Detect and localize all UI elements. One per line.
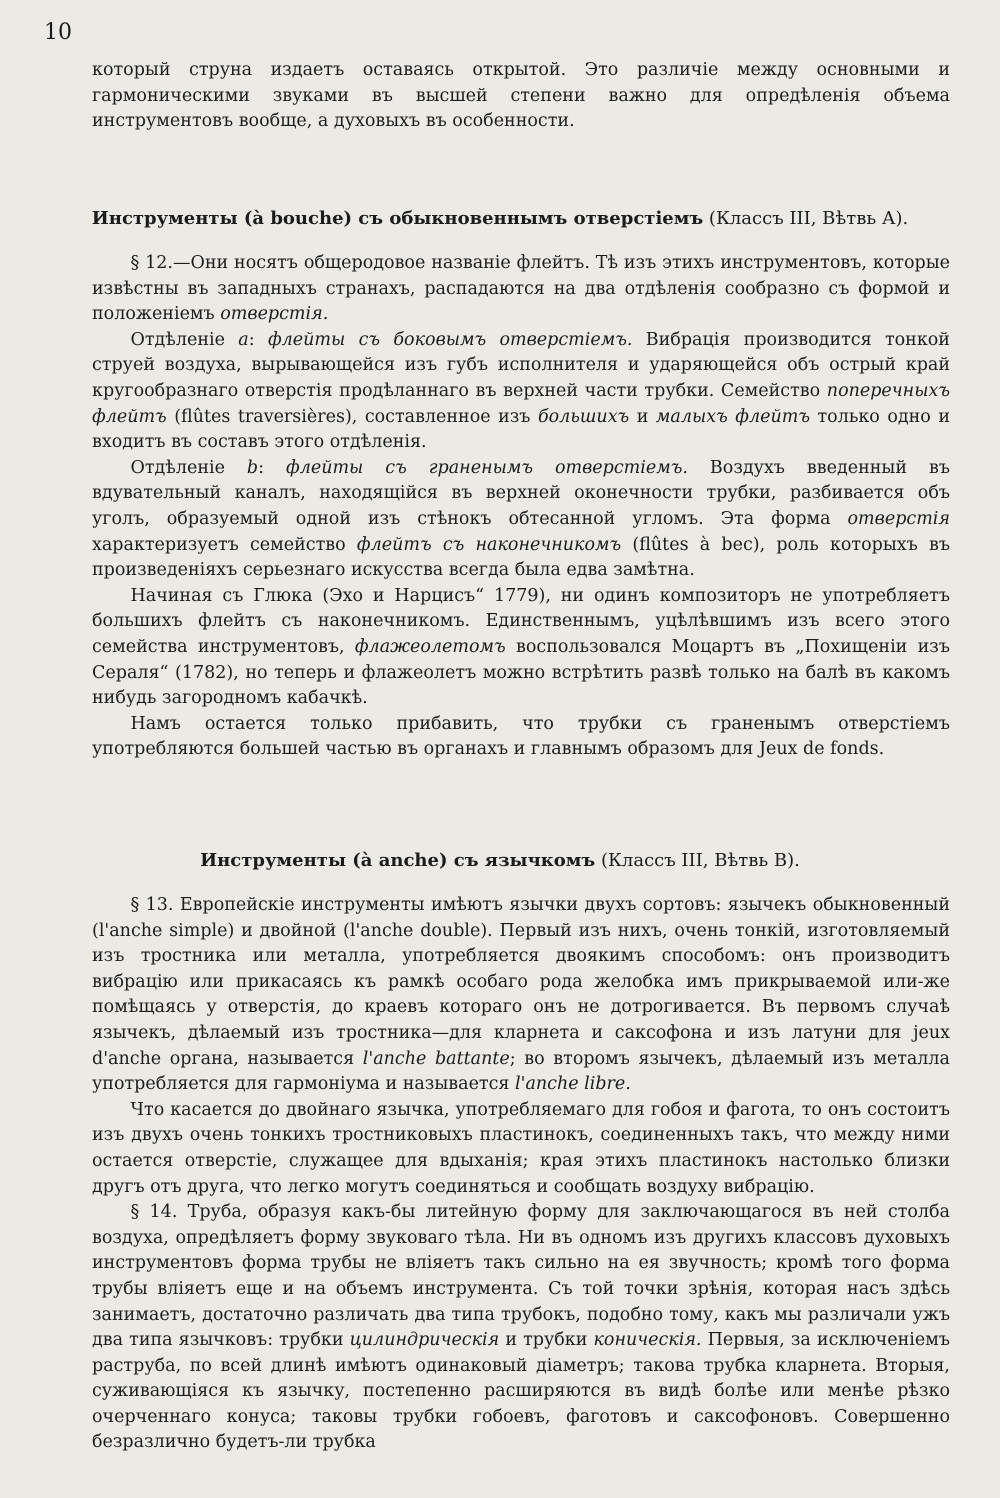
section-flutes-body — [92, 251, 950, 763]
intro-paragraph — [92, 58, 950, 135]
text-run: § 12.—Они носятъ общеродовое названіе флейтъ. Тѣ изъ этихъ инструментовъ, которые извѣстны въ западныхъ странахъ, распадаются на два отдѣленія сообразно съ формой и положеніемъ — [92, 253, 950, 325]
italic-run: l'anche battante — [362, 1048, 510, 1069]
text-run: ; во второмъ язычекъ, дѣлаемый изъ металла употребляется для гармоніума и называется — [92, 1048, 950, 1095]
section-heading-reeds — [0, 848, 1000, 874]
italic-run: флейты съ боковымъ отверстіемъ. — [267, 329, 633, 350]
text-run: Воздухъ введенный въ вдувательный каналъ, находящійся въ верхней оконечности трубки, разбивается объ уголъ, образуемый одной изъ стѣнокъ обтесанной угломъ. Эта форма — [92, 457, 950, 529]
intro-text: который струна издаетъ оставаясь открытой. Это различіе между основными и гармоническими звуками въ высшей степени важно для опредѣленія объема инструментовъ вообще, а духовыхъ въ особенности. — [92, 60, 950, 132]
italic-run: флейты съ граненымъ отверстіемъ. — [286, 457, 688, 478]
text-run: (flûtes à bec), роль которыхъ въ произведеніяхъ серьезнаго искусства всегда была едва замѣтна. — [92, 534, 950, 581]
italic-run: малыхъ флейтъ — [655, 406, 810, 427]
text-run: (flûtes traversières), составленное изъ — [174, 406, 531, 427]
italic-run: цилиндрическія — [349, 1330, 500, 1351]
paragraph-double-reed: Что касается до двойнаго язычка, употребляемаго для гобоя и фагота, то онъ состоитъ изъ двухъ очень тонкихъ тростниковыхъ пластинокъ, соединенныхъ такъ, что между ними остается отверстіе, служащее для вдыханія; края этихъ пластинокъ настолько близки другъ отъ друга, что легко могутъ соединяться и сообщать воздуху вибрацію. — [92, 1099, 950, 1197]
paragraph-14 — [92, 1200, 950, 1456]
paragraph-organs: Намъ остается только прибавить, что трубки съ граненымъ отверстіемъ употребляются большей частью въ органахъ и главнымъ образомъ для Jeux de fonds. — [92, 713, 950, 760]
text-run: и трубки — [505, 1330, 588, 1351]
text-run: : — [258, 457, 265, 478]
page-number: 10 — [44, 20, 72, 45]
italic-run: l'anche libre. — [515, 1074, 631, 1095]
paragraph-12 — [92, 251, 950, 328]
text-run: Отдѣленіе — [130, 457, 225, 478]
heading-class: (Классъ III, Вѣтвь А). — [708, 208, 909, 229]
text-run: § 14. Труба, образуя какъ-бы литейную форму для заключающагося въ ней столба воздуха, опредѣляетъ форму звуковаго тѣла. Ни въ одномъ изъ другихъ классовъ духовыхъ инструментовъ форма трубы не вліяетъ такъ сильно на ея звучность; кромѣ того форма трубы вліяетъ еще и на объемъ инструмента. Съ той точки зрѣнія, которая насъ здѣсь занимаетъ, достаточно различать два типа трубокъ, подобно тому, какъ мы различали ужъ два типа язычковъ: трубки — [92, 1202, 950, 1351]
italic-run: a — [238, 329, 249, 350]
paragraph-gluck — [92, 584, 950, 712]
text-run: воспользовался Моцартъ въ „Похищеніи изъ Сераля“ (1782), но теперь и флажеолетъ можно встрѣтить развѣ только на балѣ въ какомъ нибудь загородномъ кабачкѣ. — [92, 636, 950, 709]
italic-run: отверстія — [847, 508, 950, 529]
italic-run: флейтъ съ наконечникомъ — [356, 534, 622, 555]
heading-bold: Инструменты (à anche) съ язычкомъ — [200, 850, 596, 871]
heading-bold: Инструменты (à bouche) съ обыкновеннымъ отверстіемъ — [91, 208, 704, 229]
section-heading-flutes — [0, 206, 1000, 232]
text-run: характеризуетъ семейство — [92, 534, 346, 555]
text-run: и — [636, 406, 649, 427]
paragraph-division-b — [92, 456, 950, 584]
text-run: : — [248, 329, 255, 350]
text-run: Первыя, за исключеніемъ раструба, по всей длинѣ имѣютъ одинаковый діаметръ; такова трубка кларнета. Вторыя, суживающіяся къ язычку, постепенно расширяются въ видѣ болѣе или менѣе рѣзко очерченнаго конуса; таковы трубки гобоевъ, фаготовъ и саксофоновъ. Совершенно безразлично будетъ-ли трубка — [92, 1330, 950, 1453]
italic-run: поперечныхъ флейтъ — [92, 380, 950, 427]
text-run: § 13. Европейскіе инструменты имѣютъ язычки двухъ сортовъ: язычекъ обыкновенный (l'anche simple) и двойной (l'anche double). Первый изъ нихъ, очень тонкій, изготовляемый изъ тростника или металла, употребляется двоякимъ способомъ: онъ производитъ вибрацію или прикасаясь къ рамкѣ особаго рода желобка имъ прикрываемой или-же помѣщаясь у отверстія, до краевъ котораго онъ не дотрогивается. Въ первомъ случаѣ язычекъ, дѣлаемый изъ тростника—для кларнета и саксофона и изъ латуни для jeux d'anche органа, называется — [92, 895, 950, 1069]
section-reeds-body — [92, 893, 950, 1456]
text-run: Отдѣленіе — [130, 329, 225, 350]
italic-run: b — [246, 457, 259, 478]
paragraph-13 — [92, 893, 950, 1098]
italic-run: большихъ — [537, 406, 630, 427]
italic-run: отверстія. — [220, 304, 329, 325]
text-run: Вибрація производится тонкой струей воздуха, вырывающейся изъ губъ исполнителя и ударяющейся объ острый край кругообразнаго отверстія продѣланнаго въ верхней части трубки. Семейство — [92, 329, 950, 401]
paragraph-division-a — [92, 328, 950, 456]
text-run: только одно и входитъ въ составъ этого отдѣленія. — [92, 406, 950, 453]
italic-run: флажеолетомъ — [354, 636, 506, 657]
italic-run: коническія. — [593, 1330, 702, 1351]
text-run: Начиная съ Глюка (Эхо и Нарцисъ“ 1779), ни одинъ композиторъ не употребляетъ большихъ флейтъ съ наконечникомъ. Единственнымъ, уцѣлѣвшимъ изъ всего этого семейства инструментовъ, — [92, 585, 950, 657]
heading-class: (Классъ III, Вѣтвь В). — [600, 850, 800, 871]
